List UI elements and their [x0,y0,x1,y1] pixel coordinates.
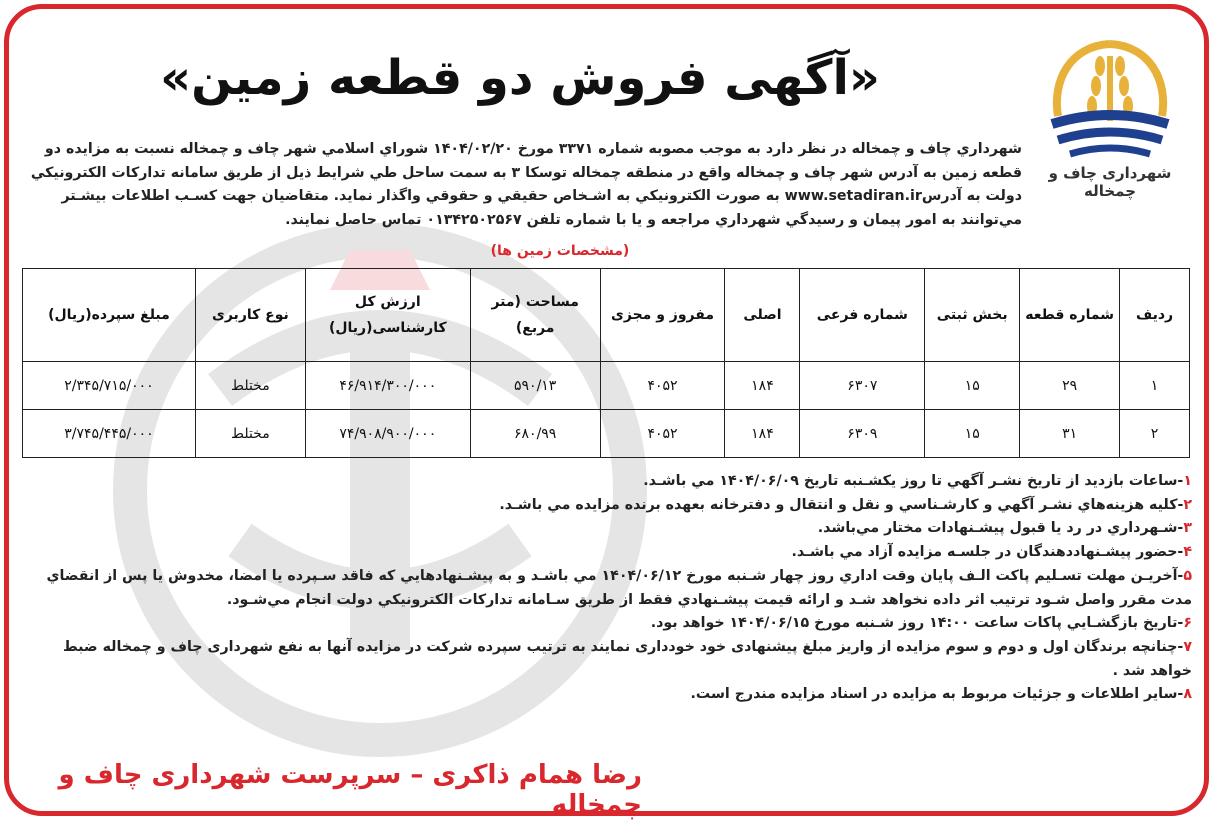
term-text: -آخريـن مهلت تسـليم پاكت الـف پايان وقت اداري روز چهار شـنبه مورخ ۱۴۰۴/۰۶/۱۲ مي باشـد و به پيشـنهادهايي كه فاقد سـپرده يا امضا، مخدوش يا پس از انقضاي مدت مقرر واصل شـود ترتيب اثر داده نخواهد شـد و ارائه قيمت پيشـنهادي فقط از طريق سـامانه تداركات الكترونيكي دولت انجام مي‌شـود. [46,567,1192,608]
table-header-row [23,269,1190,362]
term-text: -تاريخ بازگشـايي پاكات ساعت ۱۴:۰۰ روز شـنبه مورخ ۱۴۰۴/۰۶/۱۵ خواهد بود. [650,615,1184,632]
header-cell: اصلی [725,269,800,362]
table-cell: ۳۱ [1020,410,1120,458]
table-cell: مختلط [195,362,305,410]
table-cell: ۴۶/۹۱۴/۳۰۰/۰۰۰ [305,362,470,410]
table-cell: ۱۵ [925,362,1020,410]
list-item [22,683,1192,707]
term-text: -چنانچه برندگان اول و دوم و سوم مزايده از واريز مبلغ پيشنهادی خود خودداری نمايند به ترتيب سپرده شركت در مزايده آنها به نفع شهرداری چاف و چمخاله ضبط خواهد شد . [62,638,1192,679]
header-cell: شماره فرعی [800,269,925,362]
table-cell: ۱ [1120,362,1190,410]
table-cell: ۲۹ [1020,362,1120,410]
term-number: ۷ [1183,638,1192,655]
intro-line: مي‌توانند به امور پيمان و رسيدگي شهرداري مراجعه و يا با شماره تلفن ۰۱۳۴۲۵۰۲۵۶۷ تماس حاصل نمايند. [285,211,1022,228]
term-number: ۶ [1183,615,1192,632]
term-text: -ساعات بازديد از تاريخ نشـر آگهي تا روز يكشـنبه تاريخ ۱۴۰۴/۰۶/۰۹ مي باشـد. [643,473,1184,489]
table-row [23,362,1190,410]
table-cell: ۶۸۰/۹۹ [470,410,600,458]
table-cell: مختلط [195,410,305,458]
page-title: «آگهی فروش دو قطعه زمین» [160,50,880,106]
municipality-logo [1030,36,1190,200]
list-item [22,541,1192,565]
intro-paragraph [22,138,1022,232]
term-number: ۵ [1183,567,1192,584]
header-cell: رديف [1120,269,1190,362]
header-cell: مفروز و مجزی [600,269,725,362]
list-item [22,612,1192,636]
intro-line: شهرداري چاف و چمخاله در نظر دارد به موجب مصوبه شماره ۳۳۷۱ مورخ ۱۴۰۴/۰۲/۲۰ شوراي اسلامي شهر چاف و چمخاله نسبت به مزايده دو [44,141,1022,157]
table-row [23,410,1190,458]
term-number: ۳ [1183,520,1192,537]
list-item [22,565,1192,612]
logo-caption: شهرداری چاف و چمخاله [1048,164,1172,200]
list-item [22,494,1192,518]
header-cell: مبلغ سپرده(ريال) [23,269,196,362]
table-cell: ۱۸۴ [725,362,800,410]
term-number: ۱ [1183,473,1192,489]
specs-caption: (مشخصات زمین ها) [490,243,630,259]
table-cell: ۶۳۰۹ [800,410,925,458]
list-item [22,636,1192,683]
term-text: -حضور پيشـنهاددهندگان در جلسـه مزايده آزاد مي باشـد. [791,544,1184,561]
table-cell: ۲/۳۴۵/۷۱۵/۰۰۰ [23,362,196,410]
header-cell: نوع كاربری [195,269,305,362]
header-cell: بخش ثبتی [925,269,1020,362]
table-cell: ۵۹۰/۱۳ [470,362,600,410]
table-cell: ۱۵ [925,410,1020,458]
table-cell: ۲ [1120,410,1190,458]
signature-line: رضا همام ذاكری – سرپرست شهرداری چاف و چمخاله [58,760,642,820]
table-cell: ۶۳۰۷ [800,362,925,410]
wheat-wave-logo-icon [1030,36,1190,161]
term-text: -كليه هزينه‌هاي نشـر آگهي و كارشـناسي و نقل و انتقال و دفترخانه بعهده برنده مزايده مي باشـد. [499,496,1184,513]
header-cell: مساحت (متر مربع) [470,269,600,362]
header-cell: ارزش كل كارشناسی(ريال) [305,269,470,362]
land-specs-table [22,268,1190,458]
list-item [22,470,1192,494]
intro-line: قطعه زمين به آدرس شهر چاف و چمخاله واقع در منطقه چمخاله توسكا ۳ به سمت ساحل طي شرايط ذيل از طريق سامانه تداركات الكترونيكي [30,164,1022,181]
table-cell: ۷۴/۹۰۸/۹۰۰/۰۰۰ [305,410,470,458]
table-cell: ۱۸۴ [725,410,800,458]
intro-line: دولت به آدرسwww.setadiran.ir به صورت الكترونيكي به اشـخاص حقيقي و حقوقي واگذار نمايد. متقاضيان جهت كسـب اطلاعات بيشـتر [61,188,1022,204]
table-cell: ۴۰۵۲ [600,362,725,410]
term-number: ۸ [1183,686,1192,703]
list-item [22,517,1192,541]
header-cell: شماره قطعه [1020,269,1120,362]
term-number: ۲ [1183,496,1192,513]
term-text: -شـهرداري در رد يا قبول پيشـنهادات مختار مي‌باشد. [817,520,1184,537]
term-number: ۴ [1183,544,1192,561]
table-cell: ۴۰۵۲ [600,410,725,458]
table-cell: ۳/۷۴۵/۴۴۵/۰۰۰ [23,410,196,458]
term-text: -ساير اطلاعات و جزئيات مربوط به مزايده در اسناد مزايده مندرج است. [690,686,1184,703]
terms-list [22,470,1192,707]
